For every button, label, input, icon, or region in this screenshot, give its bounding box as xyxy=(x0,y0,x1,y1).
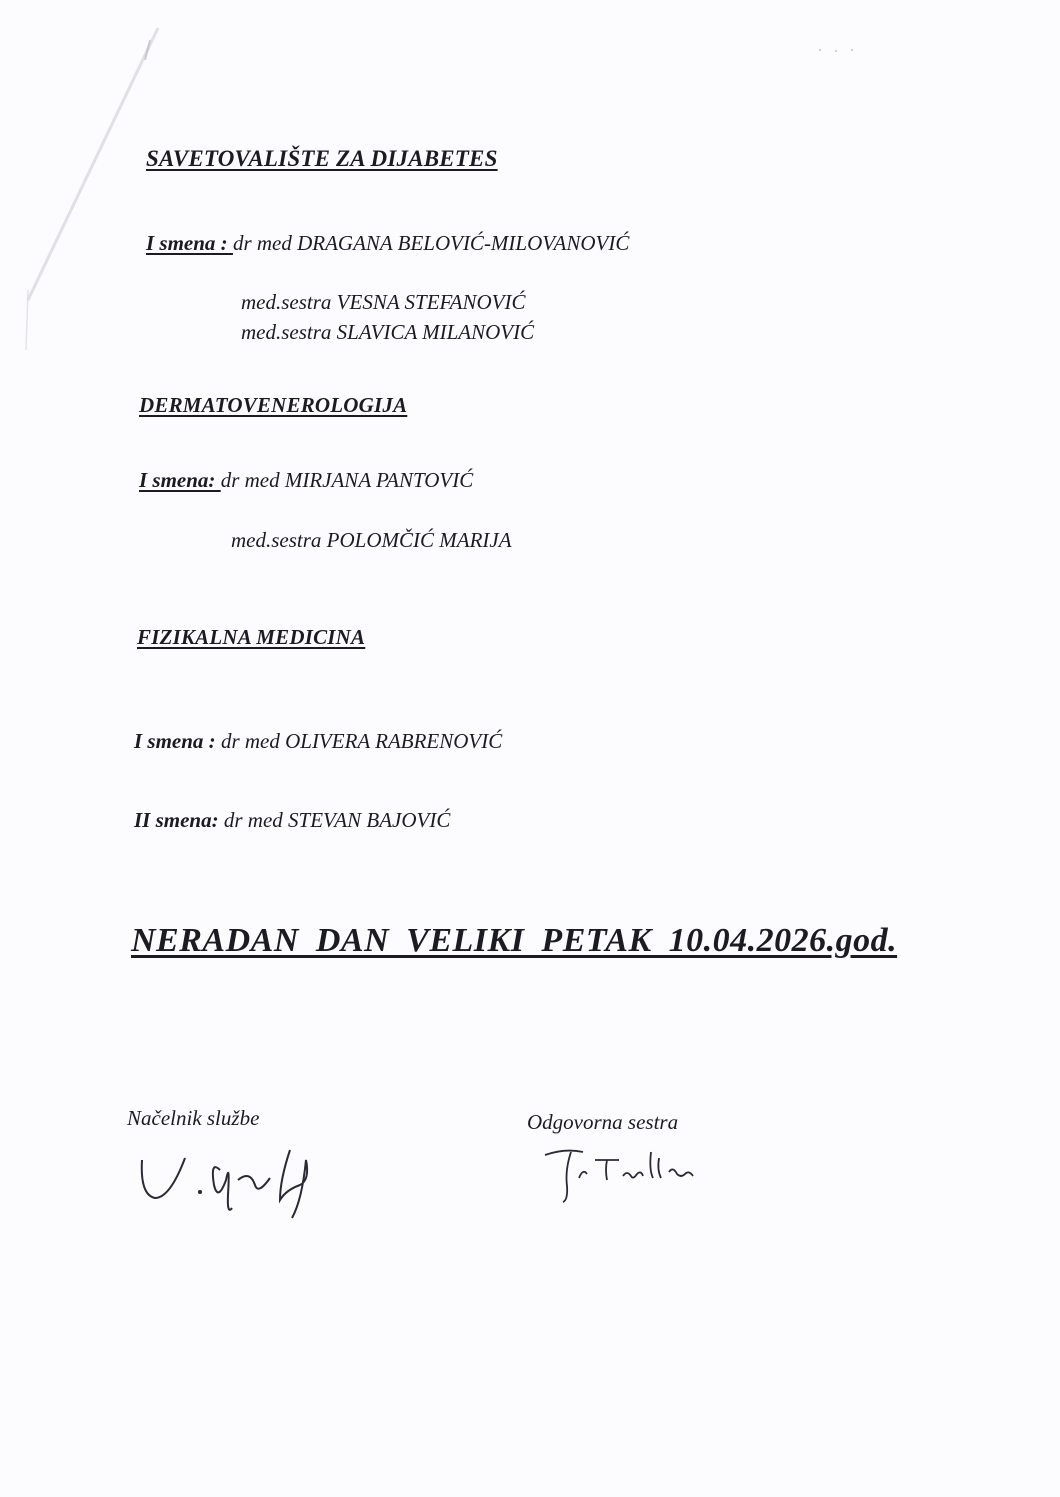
diabetes-doctor: dr med DRAGANA BELOVIĆ-MILOVANOVIĆ xyxy=(232,231,630,255)
signature-label-responsible-nurse: Odgovorna sestra xyxy=(527,1110,679,1134)
scan-artifact-line xyxy=(0,0,200,380)
diabetes-nurse-1: med.sestra VESNA STEFANOVIĆ xyxy=(241,290,526,314)
physical-shift-1-line xyxy=(134,729,502,754)
physical-shift-1-doctor: dr med OLIVERA RABRENOVIĆ xyxy=(220,729,503,753)
physical-shift-2-doctor: dr med STEVAN BAJOVIĆ xyxy=(223,808,451,832)
diabetes-shift-line xyxy=(146,231,629,256)
physical-shift-2-label: II smena: xyxy=(134,808,224,832)
dermatology-doctor: dr med MIRJANA PANTOVIĆ xyxy=(220,468,474,492)
signature-head-of-service xyxy=(130,1140,340,1220)
section-title-physical: FIZIKALNA MEDICINA xyxy=(137,625,366,649)
dermatology-nurse-1: med.sestra POLOMČIĆ MARIJA xyxy=(231,528,512,552)
holiday-notice: NERADAN DAN VELIKI PETAK 10.04.2026.god. xyxy=(131,922,898,959)
physical-shift-2-line xyxy=(134,808,450,833)
signature-responsible-nurse xyxy=(535,1140,745,1210)
physical-shift-1-label: I smena : xyxy=(134,729,221,753)
diabetes-nurse-2: med.sestra SLAVICA MILANOVIĆ xyxy=(241,320,535,344)
signature-label-head-of-service: Načelnik službe xyxy=(127,1106,260,1130)
scan-speckle xyxy=(810,40,870,60)
section-title-dermatology: DERMATOVENEROLOGIJA xyxy=(139,393,408,417)
diabetes-shift-label: I smena : xyxy=(146,231,233,255)
section-title-diabetes: SAVETOVALIŠTE ZA DIJABETES xyxy=(146,146,498,171)
dermatology-shift-label: I smena: xyxy=(139,468,221,492)
dermatology-shift-line xyxy=(139,468,473,493)
